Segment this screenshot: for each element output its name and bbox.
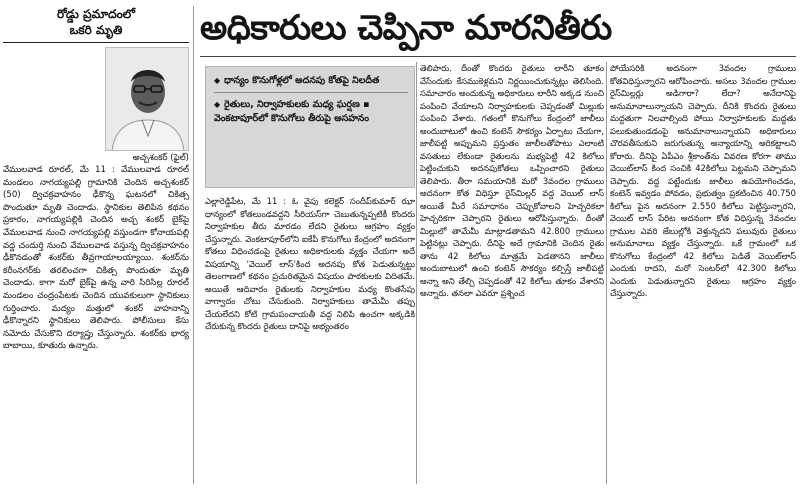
left-news-column xyxy=(3,6,189,484)
highlight-separator xyxy=(214,92,408,93)
main-story-text-3: పోయేసరికి అదనంగా 3వందల గ్రాములు కోతవిధిస్తున్నారని ఆరోపించారు. అసలు 3వందల గ్రాముల రైస్‌మిల్లర్లు అడిగారా? లేదా? అనేదానిపై అనుమానాలున్నాయని చెప్పారు. దీనికి కొందరు రైతులు మద్దతుగా నిలవాల్సింది పోయి నిర్వాహకులకు మద్దతు పలుకుతుండడంపై అనుమానాలున్నాయని అధికారులు చొరవతీసుకుని జరుగుతున్న అన్యాయాన్ని అరికట్టాలని కోరారు. దీనిపై ఏపీఎం శ్రీకాంత్‌ను వివరణ కోరగా తాము వెయిట్‌లాస్ కింద సంచికి 42కిలోలు పెట్టమని చెప్పామని చెప్పారు. వద్ద పట్టేందుకు జాలీలు ఉపయోగించడం, కంటెన్ ఇవ్వడం పోవడం, ప్రభుత్వం ప్రకటించిన 40.750 కిలోలు పైన అదనంగా 2.550 కిలోలు పెట్టిస్తున్నారని, వెయిట్ లాస్ పేరిట అదనంగా కోత విధిస్తున్న 3వందల గ్రాముల ఎవరి జేబుల్లోకి వెళ్తున్నదని పలువురు రైతులు అనుమానాలు వ్యక్తం చేస్తున్నారు. ఒకే గ్రామంలో ఒక కొనుగోలు కేంద్రంలో 42 కిలోలు పెడితే వెయిట్‌లాస్ ఎందుకు రాదని, మరో సెంటర్‌లో 42.300 కిలోలు ఎందుకు పెడుతున్నారని రైతులు ఆగ్రహం వ్యక్తం చేస్తున్నారు. xyxy=(610,63,796,298)
column-divider xyxy=(416,62,417,484)
diamond-bullet-icon: ◆ xyxy=(214,76,221,85)
main-story-column-3 xyxy=(610,62,796,485)
column-divider xyxy=(193,6,194,484)
left-story-title: రోడ్డు ప్రమాదంలో xyxy=(56,7,136,21)
person-photo xyxy=(105,47,189,151)
highlight-item: ◆ ధాన్యం కొనుగోళ్లలో అదనపు కోతపై నిలదీత xyxy=(214,75,380,86)
main-story-column-1 xyxy=(205,195,415,485)
main-headline: అధికారులు చెప్పినా మారనితీరు xyxy=(200,8,612,48)
left-title-rule xyxy=(3,42,189,43)
diamond-bullet-icon: ◆ xyxy=(214,100,221,109)
main-story-column-2 xyxy=(420,62,604,485)
main-story-text-1: ఎల్లారెడ్డిపేట, మే 11 : ఓ వైపు కలెక్టర్ సందీప్‌కుమార్ ఝా ధాన్యంలో కోతలుండవద్దని సీరియస్‌గా చెబుతున్నప్పటికీ కొందరు నిర్వాహకుల తీరు మారడం లేదని రైతులు ఆగ్రహం వ్యక్తం చేస్తున్నారు. వెంకటాపూర్‌లోని ఐకేపీ కొనుగోలు కేంద్రంలో అదనంగా కోతలు విధించడంపై రైతులు అధికారులకు వ్యక్తం చేయగా అదే విషయాన్ని 'వెయిల్ లాస్‌'కింద అదనపు కోత పెడుతున్నట్టు తెలంగాణలో కథనం ప్రచురితమైన విషయం పాఠకులకు విదితమే. అయితే ఆదివారం రైతులకు నిర్వాహకుల మధ్య కొంతసేపు వాగ్వాదం చోటు చేసుకుంది. నిర్వాహకులు తామేమీ తప్పు చేయలేదని కోటి గ్రామపంచాయతీ వద్ద నిలిపి ఉంచగా అక్కడికి చేరుకున్న కొందరు రైతులు దానిపై అభ్యంతరం xyxy=(205,196,415,331)
person-photo-icon xyxy=(106,48,189,151)
left-story-body: వేములవాడ రూరల్, మే 11 : వేములవాడ రూరల్ మండలం నాగయ్యపల్లి గ్రామానికి చెందిన అచ్చశంకర్ (50) ద్విచక్రవాహనం ఢీకొన్న ఘటనలో చికిత్స పొందుతూ మృతి చెందాడు. స్థానికుల తెలిపిన కథనం ప్రకారం, నాగయ్యపల్లికి చెందిన అచ్చ శంకర్ బైక్‌పై వేములవాడ నుంచి నాగయ్యపల్లి వస్తుండగా కోనాయపల్లి వద్ద చందుర్తి నుంచి వేములవాడ వస్తున్న ద్విచక్రవాహనం ఢీకొనడంతో శంకర్‌కు తీవ్రగాయాలయ్యాయి. శంకర్‌ను కరీంనగర్‌కు తరలించగా చికిత్స పొందుతూ మృతి చెందాడు. కాగా మరో బైక్‌పై ఉన్న వారి సిరిసిల్ల రూరల్ మండలం చంద్రంపేటకు చెందిన యువకులుగా స్థానికులు గుర్తించారు. మద్యం మత్తులో శంకర్ వాహనాన్ని ఢీకొన్నారని స్థానికులు తెలిపారు. పోలీసులు కేసు నమోదు చేసుకొని దర్యాప్తు చేస్తున్నారు. శంకర్‌కు భార్య బాబాయి, కూతురు ఉన్నారు. xyxy=(3,165,189,352)
highlights-box xyxy=(205,66,415,188)
photo-caption: అచ్చశంకర్ (ఫైల్) xyxy=(132,153,189,163)
headline-rule xyxy=(200,56,796,57)
left-story-subtitle: ఒకరి మృతి xyxy=(69,23,123,37)
column-divider xyxy=(606,62,607,484)
highlight-item: ◆ రైతులు, నిర్వాహకులకు మధ్య ఘర్షణ ▪ వెంకటాపూర్‌లో కొనుగోలు తీరుపై అసహనం xyxy=(214,99,370,124)
main-story-text-2: తెలిపారు. దీంతో కొందరు రైతులు లారీని తూకం వేసేందుకు కేసముకెళ్లమని నిర్ణయించుకున్నట్లు తెలిసింది. సమాచారం అందుకున్న అధికారులు లారీని అక్కడ నుంచి పంపించి వేయాలని నిర్వాహకులకు చెప్పడంతో మిల్లుకు పంపించి వేశారు. గతంలో కొనుగోలు కేంద్రంలో జాలీలు అందుబాటులో ఉంచి కంటెన్ సౌకర్యం ఏర్పాటు చేయగా, జాలీపట్టి అప్పుమని ప్రస్తుతం జాలీలతోపాటు ఎలాంటి వసతులు లేకుండా రైతులను మభ్యపెట్టి 42 కిలోలు పెట్టించుకుని అదనపుకోతలు ఒప్పించారని రైతులు తెలిపారు. తీరా సమయానికి మరో 3వందల గ్రాములు అదనంగా కోత విధిస్తూ రైస్‌మిల్లర్ వద్ద వెయిల్ లాస్ అయితే మీరే సమాధానం చెప్పుకోవాలని హెచ్చరికలా హెచ్చరికగా చెప్పారని రైతులు ఆరోపిస్తున్నారు. దీంతో మిల్లులో తామేమీ మాట్లాడతామని 42.800 గ్రాములు పెట్టినట్లు చెప్పారు. దీనిపై అదే గ్రామానికి చెందిన రైతు తాను 42 కిలోలు మాత్రమే పెడతానని జాలీలు అందుబాటులో ఉంచి కంటెన్ సౌకర్యం కల్పిస్తే జాలీపట్టి అన్నా అని తేల్చి చెప్పడంతో 42 కిలోలు తూకం వేశారని అన్నారు. తనలా ఎవరూ ప్రశ్నించ xyxy=(420,63,604,298)
